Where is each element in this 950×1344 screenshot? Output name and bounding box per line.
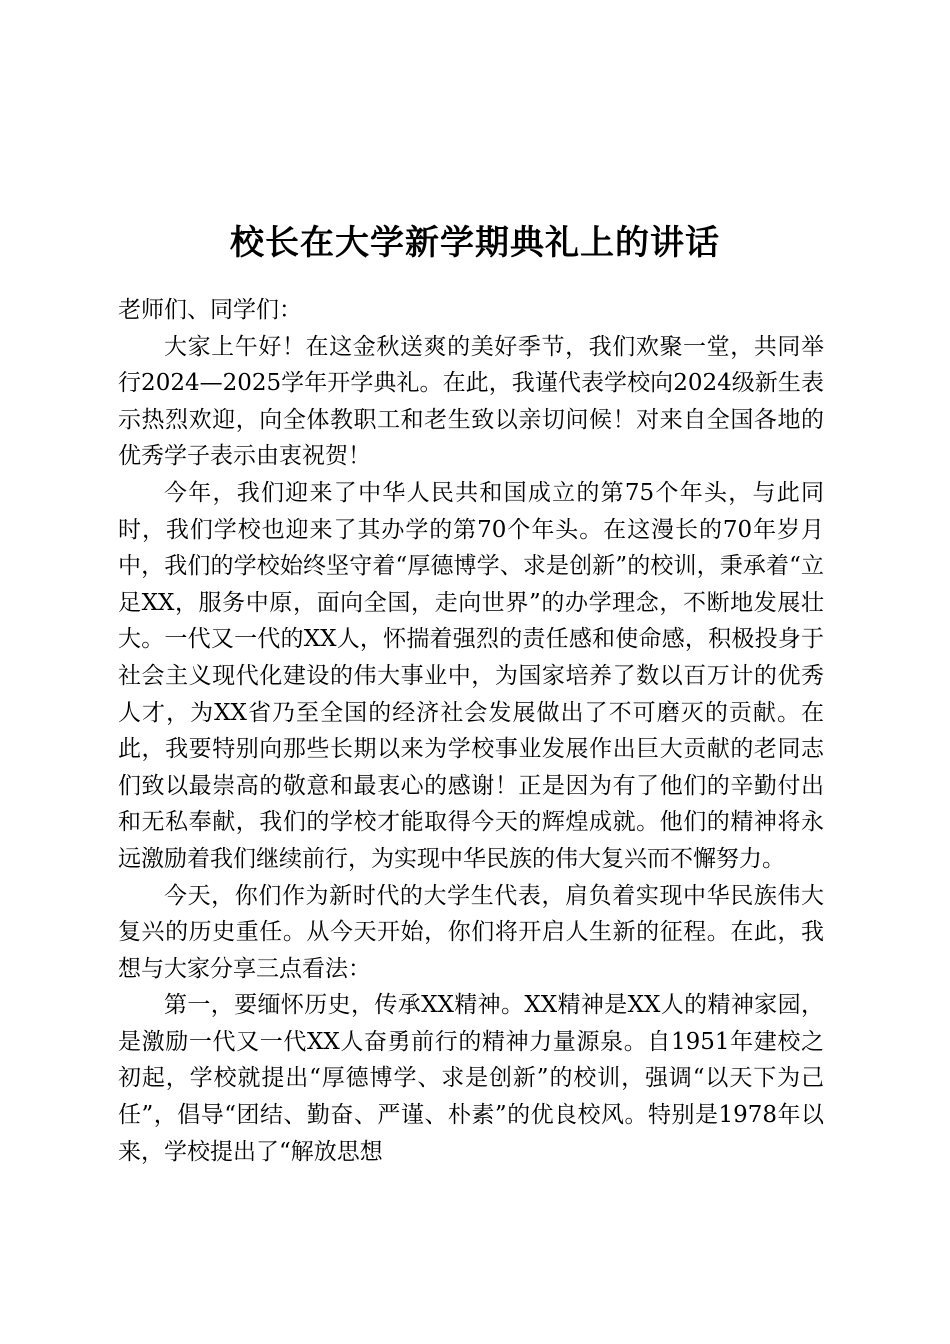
document-body: [118, 292, 824, 1170]
paragraph-anniversary: 今年，我们迎来了中华人民共和国成立的第75个年头，与此同时，我们学校也迎来了其办学的第70个年头。在这漫长的70年岁月中，我们的学校始终坚守着“厚德博学、求是创新”的校训，秉承着“立足XX，服务中原，面向全国，走向世界”的办学理念，不断地发展壮大。一代又一代的XX人，怀揣着强烈的责任感和使命感，积极投身于社会主义现代化建设的伟大事业中，为国家培养了数以百万计的优秀人才，为XX省乃至全国的经济社会发展做出了不可磨灭的贡献。在此，我要特别向那些长期以来为学校事业发展作出巨大贡献的老同志们致以最崇高的敬意和最衷心的感谢！正是因为有了他们的辛勤付出和无私奉献，我们的学校才能取得今天的辉煌成就。他们的精神将永远激励着我们继续前行，为实现中华民族的伟大复兴而不懈努力。: [118, 479, 824, 872]
paragraph-greeting: 大家上午好！在这金秋送爽的美好季节，我们欢聚一堂，共同举行2024—2025学年开学典礼。在此，我谨代表学校向2024级新生表示热烈欢迎，向全体教职工和老生致以亲切问候！对来自全国各地的优秀学子表示由衷祝贺！: [118, 333, 824, 470]
paragraph-point-one: 第一，要缅怀历史，传承XX精神。XX精神是XX人的精神家园，是激励一代又一代XX人奋勇前行的精神力量源泉。自1951年建校之初起，学校就提出“厚德博学、求是创新”的校训，强调“以天下为己任”，倡导“团结、勤奋、严谨、朴素”的优良校风。特别是1978年以来，学校提出了“解放思想: [118, 992, 824, 1165]
salutation: 老师们、同学们：: [118, 297, 302, 323]
paragraph-mission: 今天，你们作为新时代的大学生代表，肩负着实现中华民族伟大复兴的历史重任。从今天开始，你们将开启人生新的征程。在此，我想与大家分享三点看法：: [118, 882, 824, 982]
document-title: 校长在大学新学期典礼上的讲话: [230, 222, 720, 263]
